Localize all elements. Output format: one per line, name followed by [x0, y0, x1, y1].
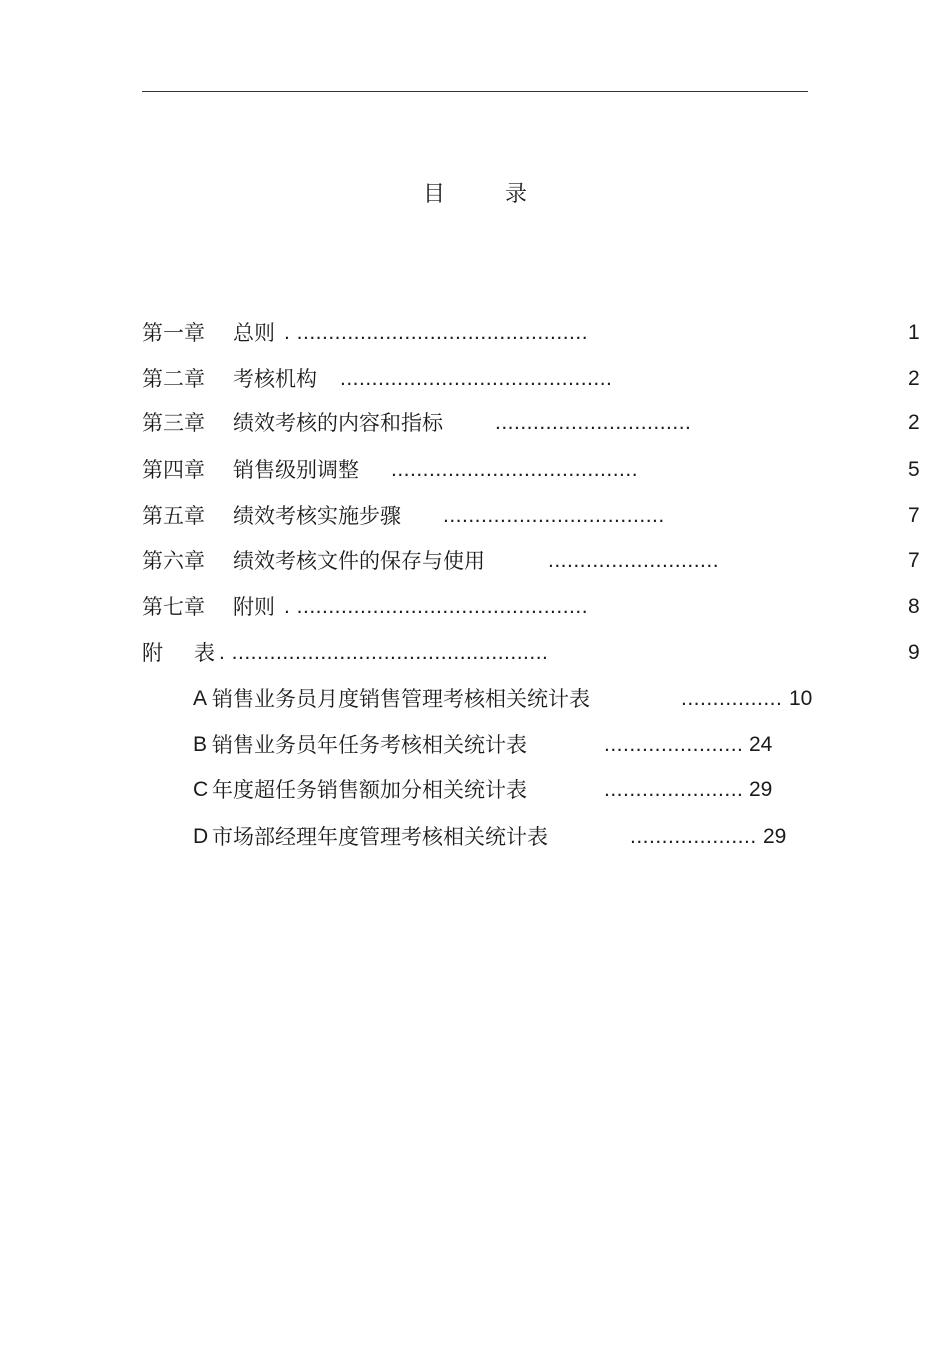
toc-chapter-label: 第一章 [142, 321, 205, 345]
toc-leader-dots: ................................... [443, 504, 665, 527]
toc-subentry-code: D [193, 825, 209, 848]
toc-subentry-title: 市场部经理年度管理考核相关统计表 [212, 825, 548, 849]
toc-page-number: 8 [908, 595, 920, 618]
toc-page-number: 29 [749, 778, 773, 801]
toc-entry-6[interactable] [142, 546, 932, 576]
toc-leader-dots: ........................................... [340, 367, 613, 390]
toc-subentry-code: A [193, 687, 208, 710]
toc-entry-7[interactable] [142, 592, 932, 622]
toc-title-right: 录 [505, 182, 528, 207]
toc-subentry-code: B [193, 733, 208, 756]
toc-chapter-title: 总则 [233, 321, 275, 345]
toc-leader-dots: ........................... [548, 549, 720, 572]
toc-subentry-c[interactable] [193, 775, 833, 805]
toc-page-number: 7 [908, 549, 920, 572]
toc-entry-3[interactable] [142, 408, 932, 438]
toc-subentry-a[interactable] [193, 684, 833, 714]
toc-leader-dots: ............................... [495, 411, 692, 434]
toc-entry-4[interactable] [142, 455, 932, 485]
header-rule [142, 91, 808, 92]
toc-chapter-title: 绩效考核实施步骤 [233, 504, 401, 528]
toc-page-number: 24 [749, 733, 773, 756]
toc-title-left: 目 [422, 182, 445, 207]
toc-leader-dots: . .............................................. [284, 321, 589, 344]
toc-page-number: 10 [789, 687, 813, 710]
toc-leader-dots: . .................................................. [219, 641, 549, 664]
toc-subentry-d[interactable] [193, 822, 833, 852]
toc-subentry-code: C [193, 778, 209, 801]
toc-title [0, 180, 950, 210]
toc-page-number: 9 [908, 641, 920, 664]
toc-chapter-label: 第六章 [142, 549, 205, 573]
toc-chapter-title: 绩效考核的内容和指标 [233, 411, 443, 435]
toc-page-number: 2 [908, 367, 920, 390]
toc-chapter-label: 第二章 [142, 367, 205, 391]
toc-subentry-b[interactable] [193, 730, 833, 760]
toc-subentry-title: 销售业务员年任务考核相关统计表 [212, 733, 527, 757]
toc-chapter-label: 第三章 [142, 411, 205, 435]
toc-chapter-title: 考核机构 [233, 367, 317, 391]
toc-page-number: 1 [908, 321, 920, 344]
toc-leader-dots: ...................... [604, 778, 744, 801]
toc-chapter-title: 销售级别调整 [233, 458, 359, 482]
toc-leader-dots: .................... [630, 825, 757, 848]
toc-subentry-title: 年度超任务销售额加分相关统计表 [212, 778, 527, 802]
toc-page-number: 2 [908, 411, 920, 434]
toc-page-number: 7 [908, 504, 920, 527]
toc-entry-1[interactable] [142, 318, 932, 348]
toc-page-number: 5 [908, 458, 920, 481]
toc-subentry-title: 销售业务员月度销售管理考核相关统计表 [212, 687, 590, 711]
toc-leader-dots: ................ [681, 687, 783, 710]
toc-entry-2[interactable] [142, 364, 932, 394]
toc-entry-5[interactable] [142, 501, 932, 531]
toc-chapter-label: 第五章 [142, 504, 205, 528]
toc-chapter-title: 附则 [233, 595, 275, 619]
toc-leader-dots: ...................... [604, 733, 744, 756]
toc-chapter-label: 第四章 [142, 458, 205, 482]
toc-chapter-label: 第七章 [142, 595, 205, 619]
toc-chapter-title: 绩效考核文件的保存与使用 [233, 549, 485, 573]
toc-page-number: 29 [763, 825, 787, 848]
toc-chapter-label: 附 [142, 641, 163, 665]
toc-leader-dots: ....................................... [391, 458, 639, 481]
toc-leader-dots: . .............................................. [284, 595, 589, 618]
toc-chapter-title: 表 [194, 641, 215, 665]
toc-entry-appendix[interactable] [142, 638, 932, 668]
